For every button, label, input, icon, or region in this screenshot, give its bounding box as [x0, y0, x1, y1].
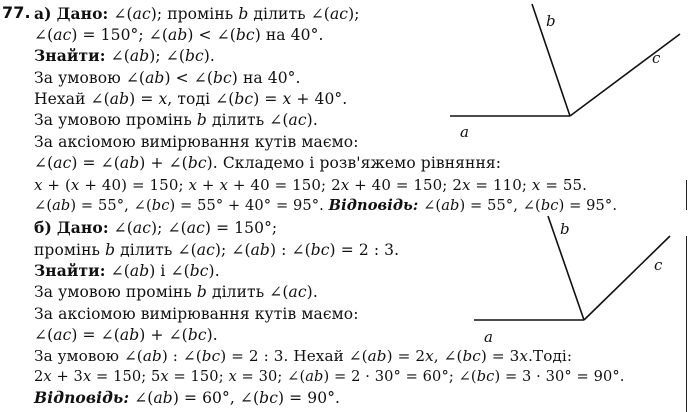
- part-a-line-7: За аксіомою вимірювання кутів маємо:: [34, 133, 359, 151]
- margin-rule-top: [686, 180, 687, 210]
- part-a-line-10: ∠(ab) = 55°, ∠(bc) = 55° + 40° = 95°. Відповідь: ∠(ab) = 55°, ∠(bc) = 95°.: [34, 197, 618, 214]
- part-b-line-5: За аксіомою вимірювання кутів маємо:: [34, 305, 359, 323]
- part-b-line-2: промінь b ділить ∠(ac); ∠(ab) : ∠(bc) = 2 : 3.: [34, 241, 400, 259]
- part-b-line-1: б) Дано: ∠(ac); ∠(ac) = 150°;: [34, 218, 278, 237]
- part-a-line-2: ∠(ac) = 150°; ∠(ab) < ∠(bc) на 40°.: [34, 26, 324, 44]
- part-a-line-6: За умовою промінь b ділить ∠(ac).: [34, 111, 318, 129]
- margin-rule-bottom: [686, 236, 687, 412]
- ray-c: [584, 236, 670, 320]
- label-c: c: [654, 256, 663, 274]
- part-b-line-6: ∠(ac) = ∠(ab) + ∠(bc).: [34, 326, 218, 344]
- part-b-line-7: За умовою ∠(ab) : ∠(bc) = 2 : 3. Нехай ∠(ab) = 2x, ∠(bc) = 3x.Тоді:: [34, 347, 573, 365]
- part-b-line-9: Відповідь: ∠(ab) = 60°, ∠(bc) = 90°.: [34, 388, 341, 407]
- part-b-line-4: За умовою промінь b ділить ∠(ac).: [34, 283, 318, 301]
- label-c: c: [652, 49, 661, 67]
- part-a-line-8: ∠(ac) = ∠(ab) + ∠(bc). Складемо і розв'яжемо рівняння:: [34, 154, 502, 172]
- part-a-line-9: x + (x + 40) = 150; x + x + 40 = 150; 2x + 40 = 150; 2x = 110; x = 55.: [34, 176, 588, 194]
- part-b-line-8: 2x + 3x = 150; 5x = 150; x = 30; ∠(ab) = 2 · 30° = 60°; ∠(bc) = 3 · 30° = 90°.: [34, 368, 625, 385]
- label-b: b: [560, 220, 570, 238]
- part-a-line-4: За умовою ∠(ab) < ∠(bc) на 40°.: [34, 69, 301, 87]
- problem-number: 77.: [2, 3, 31, 22]
- angle-figure-a: [440, 0, 690, 150]
- angle-figure-b: [470, 210, 690, 350]
- part-b-line-3: Знайти: ∠(ab) і ∠(bc).: [34, 261, 220, 280]
- part-a-line-5: Нехай ∠(ab) = x, тоді ∠(bc) = x + 40°.: [34, 90, 348, 108]
- part-a-line-1: а) Дано: ∠(ac); промінь b ділить ∠(ac);: [34, 4, 360, 23]
- part-a-line-3: Знайти: ∠(ab); ∠(bc).: [34, 46, 215, 65]
- label-b: b: [546, 12, 556, 30]
- label-a: a: [484, 328, 493, 346]
- ray-c: [570, 34, 680, 116]
- label-a: a: [460, 123, 469, 141]
